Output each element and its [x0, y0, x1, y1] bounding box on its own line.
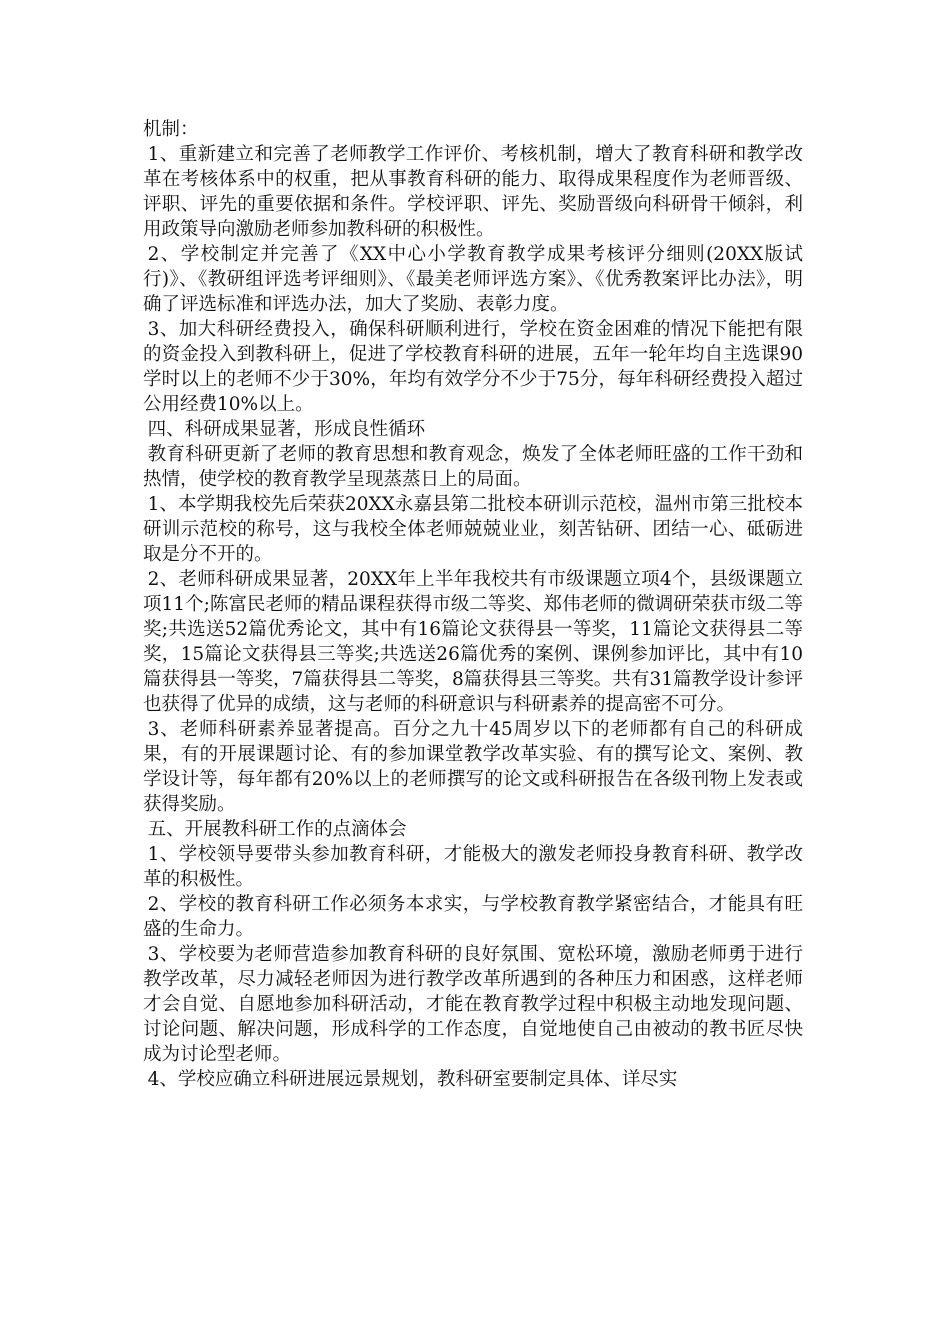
paragraph-item-2-practical: 2、学校的教育科研工作必须务本求实，与学校教育教学紧密结合，才能具有旺盛的生命力。: [143, 894, 803, 940]
paragraph-item-4-planning: 4、学校应确立科研进展远景规划，教科研室要制定具体、详尽实: [147, 1069, 678, 1090]
section-heading-4: 四、科研成果显著，形成良性循环: [147, 419, 426, 440]
section-heading-5: 五、开展教科研工作的点滴体会: [147, 819, 407, 840]
paragraph-item-3-funding: 3、加大科研经费投入，确保科研顺利进行，学校在资金困难的情况下能把有限的资金投入到教科研上，促进了学校教育科研的进展，五年一轮年均自主选课90学时以上的老师不少于30%，年均有效学分不少于75分，每年科研经费投入超过公用经费10%以上。: [143, 319, 803, 415]
paragraph-heading-mechanism: 机制：: [143, 119, 199, 140]
paragraph-item-2-rules: 2、学校制定并完善了《XX中心小学教育教学成果考核评分细则(20XX版试行)》、《教研组评选考评细则》、《最美老师评选方案》、《优秀教案评比办法》，明确了评选标准和评选办法，加大了奖励、表彰力度。: [143, 244, 803, 315]
paragraph-section-4-intro: 教育科研更新了老师的教育思想和教育观念，焕发了全体老师旺盛的工作干劲和热情，使学校的教育教学呈现蒸蒸日上的局面。: [143, 444, 803, 490]
paragraph-item-3-environment: 3、学校要为老师营造参加教育科研的良好氛围、宽松环境，激励老师勇于进行教学改革，尽力减轻老师因为进行教学改革所遇到的各种压力和困惑，这样老师才会自觉、自愿地参加科研活动，才能在教育教学过程中积极主动地发现问题、讨论问题、解决问题，形成科学的工作态度，自觉地使自己由被动的教书匠尽快成为讨论型老师。: [143, 944, 803, 1065]
paragraph-item-2-achievements: 2、老师科研成果显著，20XX年上半年我校共有市级课题立项4个，县级课题立项11个;陈富民老师的精品课程获得市级二等奖、郑伟老师的微调研荣获市级二等奖;共选送52篇优秀论文，其中有16篇论文获得县一等奖，11篇论文获得县二等奖，15篇论文获得县三等奖;共选送26篇优秀的案例、课例参加评比，其中有10篇获得县一等奖，7篇获得县二等奖，8篇获得县三等奖。共有31篇教学设计参评也获得了优异的成绩，这与老师的科研意识与科研素养的提高密不可分。: [143, 569, 803, 715]
document-page: [143, 117, 803, 1092]
paragraph-item-1-leadership: 1、学校领导要带头参加教育科研，才能极大的激发老师投身教育科研、教学改革的积极性。: [143, 844, 803, 890]
paragraph-item-1-evaluation: 1、重新建立和完善了老师教学工作评价、考核机制，增大了教育科研和教学改革在考核体系中的权重，把从事教育科研的能力、取得成果程度作为老师晋级、评职、评先的重要依据和条件。学校评职、评先、奖励晋级向科研骨干倾斜，利用政策导向激励老师参加教科研的积极性。: [143, 144, 803, 240]
paragraph-item-1-honors: 1、本学期我校先后荣获20XX永嘉县第二批校本研训示范校，温州市第三批校本研训示范校的称号，这与我校全体老师兢兢业业，刻苦钻研、团结一心、砥砺进取是分不开的。: [143, 494, 803, 565]
paragraph-item-3-literacy: 3、老师科研素养显著提高。百分之九十45周岁以下的老师都有自己的科研成果，有的开展课题讨论、有的参加课堂教学改革实验、有的撰写论文、案例、教学设计等，每年都有20%以上的老师撰写的论文或科研报告在各级刊物上发表或获得奖励。: [143, 719, 803, 815]
